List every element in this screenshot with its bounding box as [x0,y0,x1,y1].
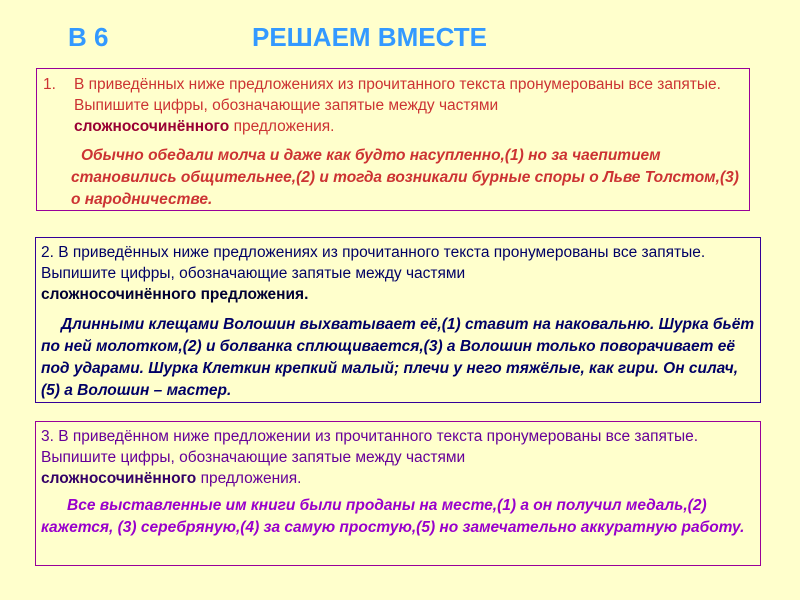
task-2-example: Длинными клещами Волошин выхватывает её,(1) ставит на наковальню. Шурка бьёт по ней молотком,(2) и болванка сплющивается,(3) а Волошин только поворачивает её под ударами. Шурка Клеткин крепкий малый; плечи у него тяжёлые, как гири. Он силач,(5) а Волошин – мастер. [41,316,755,399]
slide-title: РЕШАЕМ ВМЕСТЕ [252,22,487,52]
task-box-2 [35,237,761,403]
task-1-question-tail: предложения. [229,118,335,135]
task-1-number: 1. [43,76,56,93]
task-1-question-bold: сложносочинённого [74,118,230,135]
task-3-number: 3. [41,428,54,445]
task-1-question-text: В приведённых ниже предложениях из прочитанного текста пронумерованы все запятые. Выпишите цифры, обозначающие запятые между частями [74,76,721,114]
task-box-1 [36,68,750,211]
task-2-number: 2. [41,244,54,261]
task-3-question-tail: предложения. [196,470,302,487]
task-box-3 [35,421,761,566]
task-2-question-text: В приведённых ниже предложениях из прочитанного текста пронумерованы все запятые. Выпишите цифры, обозначающие запятые между частями [41,244,706,282]
task-1-example: Обычно обедали молча и даже как будто насупленно,(1) но за чаепитием становились общительнее,(2) и тогда возникали бурные споры о Льве Толстом,(3) о народничестве. [71,147,739,208]
task-3-example: Все выставленные им книги были проданы на месте,(1) а он получил медаль,(2) кажется, (3) серебряную,(4) за самую простую,(5) но замечательно аккуратную работу. [41,497,745,536]
task-2-question-bold: сложносочинённого предложения. [41,286,309,303]
task-3-question-text: В приведённом ниже предложении из прочитанного текста пронумерованы все запятые. Выпишите цифры, обозначающие запятые между частями [41,428,699,466]
slide-label: В 6 [68,22,109,52]
task-2-question [41,242,753,305]
task-3-question [41,426,753,489]
task-3-question-bold: сложносочинённого [41,470,197,487]
task-1-question [43,74,743,137]
